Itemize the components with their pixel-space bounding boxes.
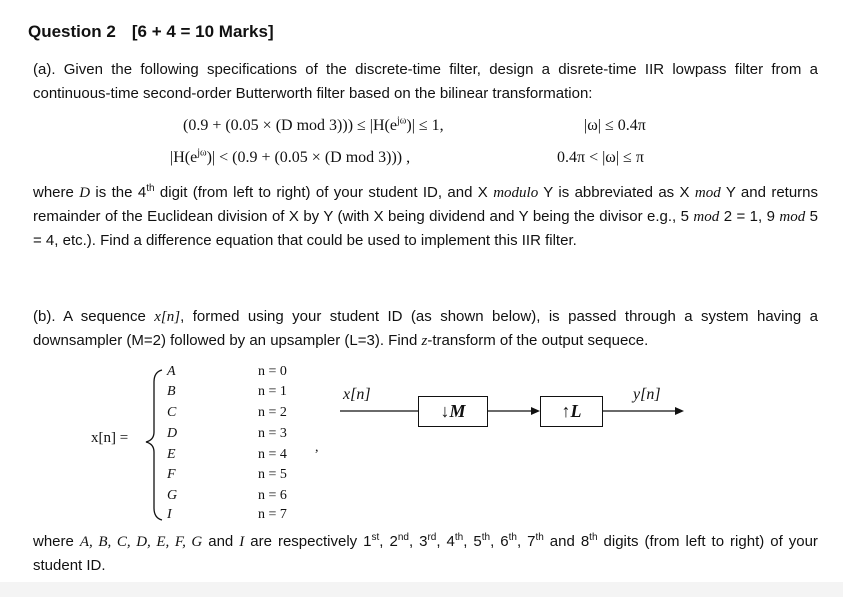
intro-b-z: z — [421, 333, 428, 349]
ord-4-n: , 4 — [436, 533, 455, 550]
spec1-tail: )| ≤ 1, — [406, 117, 444, 134]
where-a-mod4: mod — [779, 209, 806, 225]
input-signal-label: x[n] — [343, 386, 371, 403]
index-7: n = 7 — [258, 507, 287, 522]
digit-B: B — [167, 384, 176, 399]
where-a-th: th — [146, 183, 155, 194]
digit-C: C — [167, 405, 177, 420]
index-1: n = 1 — [258, 384, 287, 399]
output-signal-label: y[n] — [633, 386, 661, 403]
spec2-tail: )| < (0.9 + (0.05 × (D mod 3))) , — [206, 149, 411, 166]
index-4: n = 4 — [258, 447, 287, 462]
ord-5: th — [481, 532, 491, 543]
intro-b-2: , formed using your student ID (as shown below), is passed through a system having a downsampler (M=2) followed by an upsampler (L=3). Find — [33, 308, 818, 349]
downsampler-box: ↓M — [418, 396, 488, 427]
output-arrowhead — [675, 407, 684, 415]
spec1-exp: jω — [396, 115, 407, 127]
intro-b-1: (b). A sequence — [33, 308, 155, 325]
ord-3-n: , 3 — [408, 533, 428, 550]
where-a-modulo: modulo — [493, 185, 539, 201]
mid-arrowhead — [531, 407, 540, 415]
digit-E: E — [167, 447, 176, 462]
where-a-mod2: mod — [694, 185, 721, 201]
spec1-expr: (0.9 + (0.05 × (D mod 3))) ≤ |H(e — [183, 117, 397, 134]
spec-passband-range: |ω| ≤ 0.4π — [584, 117, 646, 134]
spec-stopband-range: 0.4π < |ω| ≤ π — [557, 149, 644, 166]
where-a-D: D — [79, 185, 91, 201]
where-b-2: are respectively 1 — [244, 533, 372, 550]
where-a-7: 5 = 4, etc.). Find a difference equation that could be used to implement this IIR filter. — [33, 208, 819, 249]
digit-G: G — [167, 488, 178, 503]
digit-D: D — [167, 426, 178, 441]
index-5: n = 5 — [258, 467, 287, 482]
where-a-2: is the 4 — [90, 184, 147, 201]
spec2-exp: jω — [197, 147, 207, 159]
where-a-4: Y is abbreviated as X — [538, 184, 695, 201]
ord-4: th — [454, 532, 464, 543]
sequence-label: x[n] = — [91, 430, 129, 446]
ord-8-n: and 8 — [543, 533, 590, 550]
digit-A: A — [167, 364, 176, 379]
where-b-1: where — [33, 533, 80, 550]
where-b-letters: A, B, C, D, E, F, G — [79, 534, 203, 550]
where-a-1: where — [33, 184, 80, 201]
left-brace — [146, 370, 162, 520]
intro-b-3: -transform of the output sequece. — [427, 332, 649, 349]
bottom-band — [0, 582, 843, 597]
ord-2-n: , 2 — [379, 533, 398, 550]
ord-2: nd — [397, 532, 409, 543]
upsampler-box: ↑L — [540, 396, 603, 427]
where-b-3: digits (from left to right) of your student ID. — [33, 533, 818, 574]
ord-1: st — [371, 532, 380, 543]
where-a-mod3: mod — [693, 209, 720, 225]
where-a-5: Y and returns remainder of the Euclidean division of X by Y (with X being dividend and Y being the divisor e.g., 5 — [33, 184, 819, 225]
sequence-comma: , — [315, 440, 319, 455]
index-2: n = 2 — [258, 405, 287, 420]
ord-6-n: , 6 — [490, 533, 509, 550]
where-b-I: I — [239, 534, 245, 550]
intro-b-x: x[n] — [154, 309, 181, 325]
digit-I: I — [167, 507, 172, 522]
spec2-expr: |H(e — [170, 149, 198, 166]
question-marks: [6 + 4 = 10 Marks] — [131, 22, 274, 41]
index-0: n = 0 — [258, 364, 287, 379]
ord-3: rd — [427, 532, 437, 543]
ord-6: th — [508, 532, 517, 543]
digit-F: F — [167, 467, 176, 482]
part-b-where — [33, 530, 818, 578]
where-a-3: digit (from left to right) of your student ID, and X — [154, 184, 494, 201]
where-b-and: and — [202, 533, 240, 550]
ord-7: th — [535, 532, 544, 543]
part-a-intro: (a). Given the following specifications of the discrete-time filter, design a disrete-time IIR lowpass filter from a continuous-time second-order Butterworth filter based on the bilinear transformation: — [33, 61, 818, 102]
ord-8: th — [589, 532, 598, 543]
question-title: Question 2 — [28, 22, 116, 41]
index-3: n = 3 — [258, 426, 287, 441]
ord-7-n: , 7 — [516, 533, 536, 550]
ord-5-n: , 5 — [463, 533, 482, 550]
index-6: n = 6 — [258, 488, 287, 503]
where-a-6: 2 = 1, 9 — [719, 208, 780, 225]
